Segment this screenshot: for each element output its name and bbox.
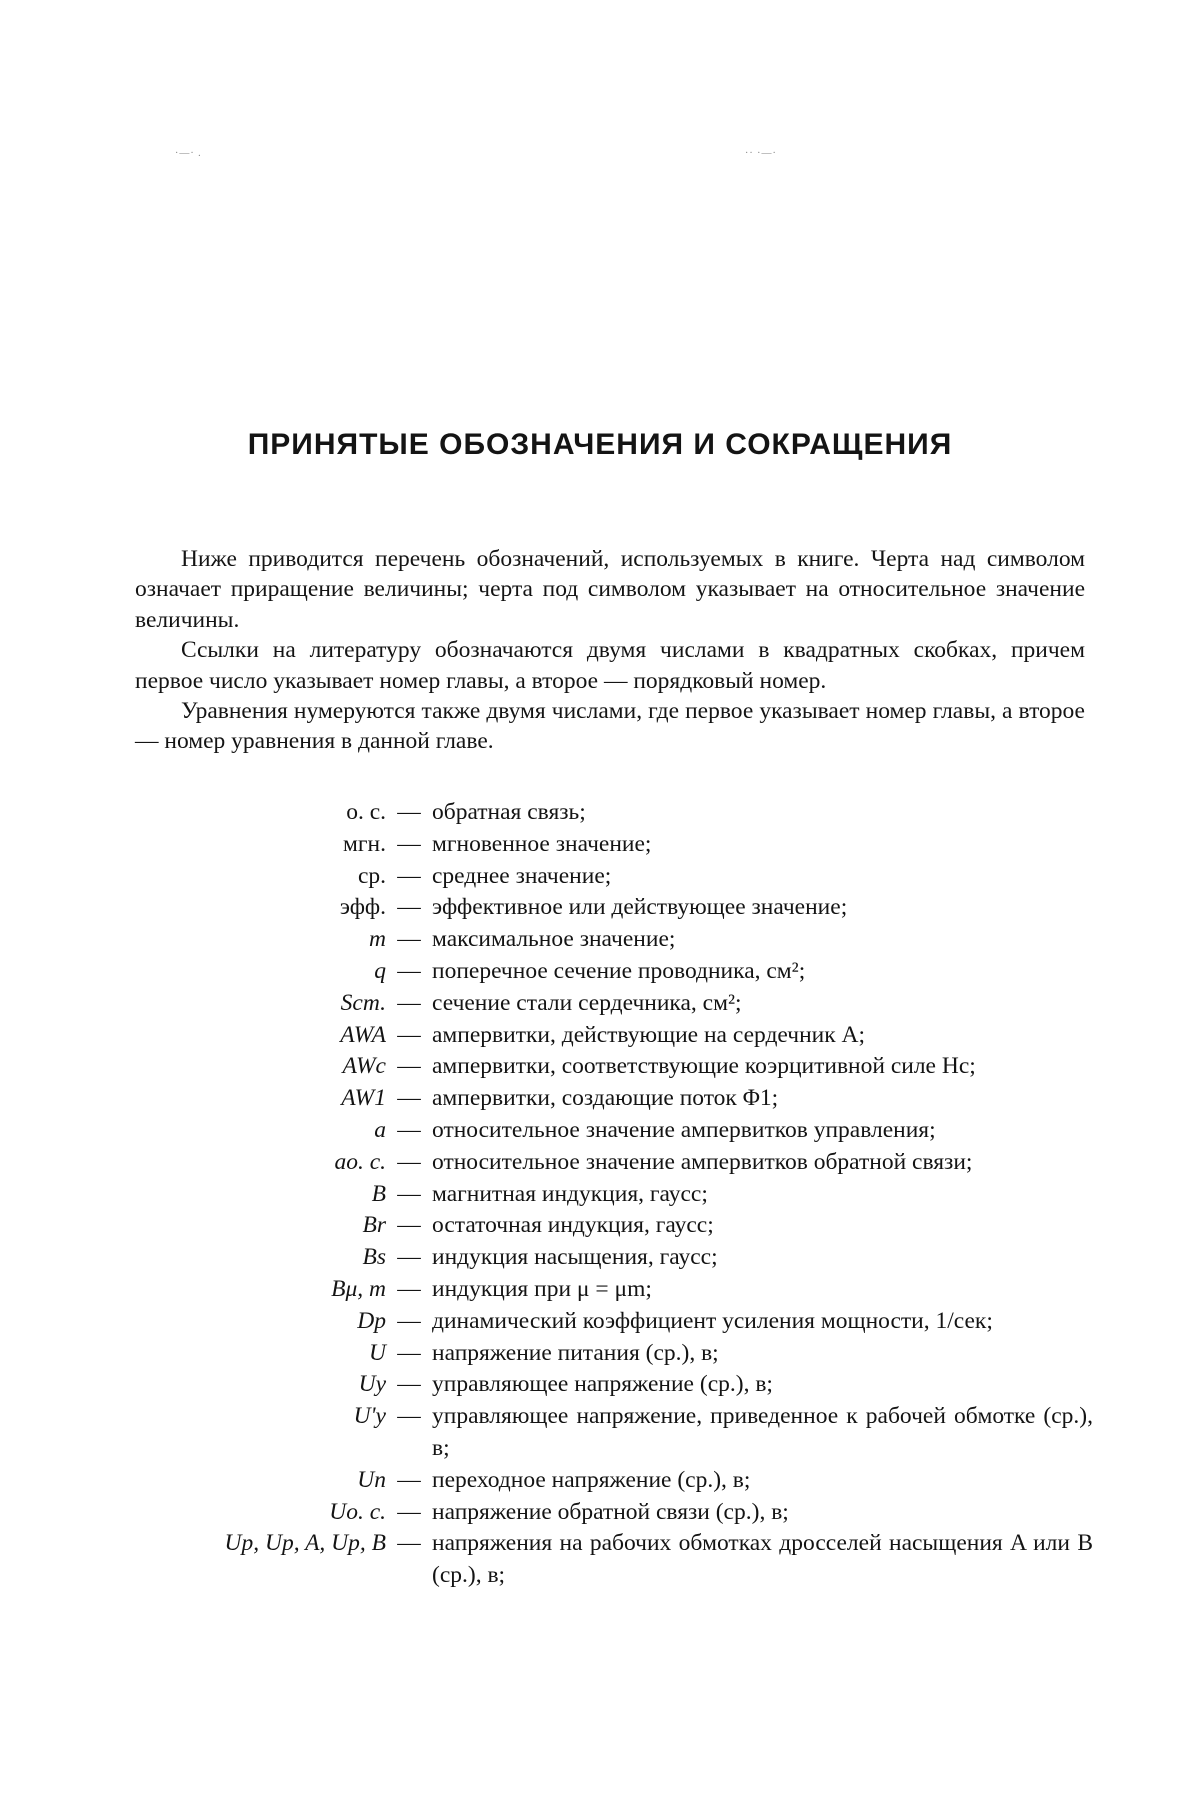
abbreviation-symbol: Bμ, m [331, 1275, 386, 1302]
abbreviation-definition: переходное напряжение (ср.), в; [432, 1466, 751, 1493]
dash-separator: — [397, 1466, 421, 1493]
abbreviation-symbol: Uо. с. [329, 1498, 386, 1525]
abbreviation-symbol: B [371, 1180, 386, 1207]
abbreviation-definition: напряжение обратной связи (ср.), в; [432, 1498, 789, 1525]
abbreviation-row [118, 924, 1093, 956]
abbreviation-symbol: мгн. [343, 830, 386, 857]
abbreviation-row [118, 829, 1093, 861]
abbreviation-row [118, 797, 1093, 829]
abbreviation-symbol: AWc [342, 1053, 386, 1080]
abbreviation-symbol: m [369, 926, 386, 953]
header-mark-right: ·· ·—· [745, 148, 777, 159]
abbreviation-row [118, 1369, 1093, 1401]
dash-separator: — [397, 1275, 421, 1302]
abbreviation-definition: максимальное значение; [432, 926, 676, 953]
intro-text [135, 544, 1085, 757]
dash-separator: — [397, 862, 421, 889]
abbreviation-definition: эффективное или действующее значение; [432, 894, 848, 921]
abbreviation-symbol: Bs [362, 1244, 386, 1271]
abbreviation-row [118, 1242, 1093, 1274]
dash-separator: — [397, 799, 421, 825]
abbreviation-definition: магнитная индукция, гаусс; [432, 1180, 708, 1207]
dash-separator: — [397, 830, 421, 857]
abbreviation-symbol: q [374, 957, 386, 984]
dash-separator: — [397, 1307, 421, 1334]
abbreviation-definition: ампервитки, соответствующие коэрцитивной силе Hc; [432, 1053, 976, 1080]
dash-separator: — [397, 1403, 421, 1430]
dash-separator: — [397, 989, 421, 1016]
intro-paragraph: Ниже приводится перечень обозначений, используемых в книге. Черта над символом означает приращение величины; черта под символом указывает на относительное значение величины. [135, 546, 1085, 633]
abbreviation-row [118, 1020, 1093, 1052]
abbreviation-row [118, 1338, 1093, 1370]
abbreviation-definition: мгновенное значение; [432, 830, 652, 857]
abbreviation-row [118, 1147, 1093, 1179]
abbreviation-definition: индукция насыщения, гаусс; [432, 1244, 718, 1271]
dash-separator: — [397, 894, 421, 921]
abbreviation-definition: поперечное сечение проводника, см²; [432, 957, 806, 984]
dash-separator: — [397, 1212, 421, 1239]
abbreviation-list [118, 797, 1093, 1592]
abbreviation-definition: относительное значение ампервитков обратной связи; [432, 1148, 973, 1175]
dash-separator: — [397, 1530, 421, 1557]
abbreviation-symbol: Br [362, 1212, 386, 1239]
dash-separator: — [397, 1148, 421, 1175]
dash-separator: — [397, 1085, 421, 1112]
abbreviation-row [118, 1497, 1093, 1529]
dash-separator: — [397, 1053, 421, 1080]
abbreviation-definition: индукция при μ = μm; [432, 1275, 652, 1302]
abbreviation-row [118, 1401, 1093, 1465]
abbreviation-row [118, 1306, 1093, 1338]
intro-paragraph: Уравнения нумеруются также двумя числами, где первое указывает номер главы, а второе — номер уравнения в данной главе. [135, 698, 1085, 755]
dash-separator: — [397, 1180, 421, 1207]
abbreviation-symbol: U [369, 1339, 386, 1366]
abbreviation-row [118, 1274, 1093, 1306]
abbreviation-definition: ампервитки, действующие на сердечник A; [432, 1021, 866, 1048]
abbreviation-symbol: AWA [340, 1021, 386, 1048]
abbreviation-definition: ампервитки, создающие поток Φ1; [432, 1085, 779, 1112]
dash-separator: — [397, 926, 421, 953]
abbreviation-definition: относительное значение ампервитков управления; [432, 1116, 936, 1143]
abbreviation-symbol: aо. с. [334, 1148, 386, 1175]
abbreviation-symbol: U'у [353, 1403, 386, 1430]
intro-paragraph: Ссылки на литературу обозначаются двумя числами в квадратных скобках, причем первое число указывает номер главы, а второе — порядковый номер. [135, 637, 1085, 694]
abbreviation-symbol: Sст. [340, 989, 386, 1016]
abbreviation-row [118, 1083, 1093, 1115]
dash-separator: — [397, 1371, 421, 1398]
abbreviation-row [118, 1465, 1093, 1497]
abbreviation-definition: управляющее напряжение, приведенное к рабочей обмотке (ср.), в; [432, 1403, 1093, 1461]
abbreviation-row [118, 1210, 1093, 1242]
abbreviation-row [118, 1051, 1093, 1083]
abbreviation-definition: среднее значение; [432, 862, 612, 889]
dash-separator: — [397, 1021, 421, 1048]
abbreviation-symbol: Uу [358, 1371, 386, 1398]
abbreviation-row [118, 1115, 1093, 1147]
abbreviation-row [118, 861, 1093, 893]
abbreviation-symbol: ср. [357, 862, 386, 889]
abbreviation-definition: управляющее напряжение (ср.), в; [432, 1371, 773, 1398]
abbreviation-row [118, 956, 1093, 988]
abbreviation-symbol: эфф. [339, 894, 386, 921]
abbreviation-symbol: AW1 [341, 1085, 386, 1112]
abbreviation-definition: напряжения на рабочих обмотках дросселей насыщения A или B (ср.), в; [432, 1530, 1093, 1589]
abbreviation-symbol: Dp [357, 1307, 386, 1334]
dash-separator: — [397, 1498, 421, 1525]
abbreviation-symbol: Up, Up, A, Up, B [224, 1530, 386, 1557]
abbreviation-definition: динамический коэффициент усиления мощности, 1/сек; [432, 1307, 993, 1334]
abbreviation-row [118, 1528, 1093, 1592]
abbreviation-definition: напряжение питания (ср.), в; [432, 1339, 719, 1366]
abbreviation-definition: сечение стали сердечника, см²; [432, 989, 742, 1016]
abbreviation-symbol: о. с. [346, 799, 386, 825]
abbreviation-symbol: a [374, 1116, 386, 1143]
abbreviation-row [118, 988, 1093, 1020]
dash-separator: — [397, 1116, 421, 1143]
dash-separator: — [397, 1339, 421, 1366]
header-mark-left: ·—· . [175, 148, 202, 159]
dash-separator: — [397, 957, 421, 984]
page-title: ПРИНЯТЫЕ ОБОЗНАЧЕНИЯ И СОКРАЩЕНИЯ [247, 428, 953, 461]
abbreviation-row [118, 892, 1093, 924]
dash-separator: — [397, 1244, 421, 1271]
abbreviation-definition: остаточная индукция, гаусс; [432, 1212, 714, 1239]
abbreviation-row [118, 1179, 1093, 1211]
abbreviation-definition: обратная связь; [432, 799, 586, 825]
abbreviation-symbol: Uп [357, 1466, 386, 1493]
